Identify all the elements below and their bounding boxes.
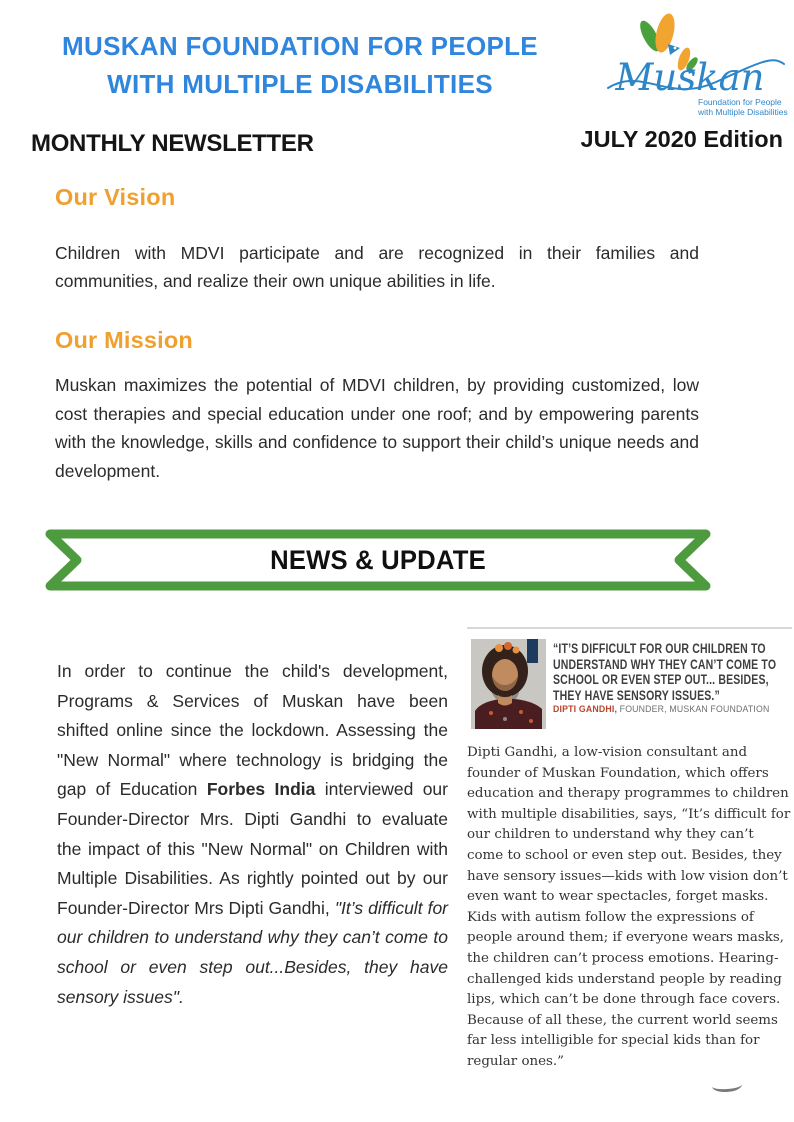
- news-text-2: interviewed our Founder-Director Mrs. Dipti Gandhi to evaluate the impact of this "New Normal" on Children with Multiple Disabilities. As rightly pointed out by our Founder-Director Mrs Dipti Gandhi,: [57, 779, 448, 918]
- mission-body: Muskan maximizes the potential of MDVI children, by providing customized, low cost therapies and special education under one roof; and by empowering parents with the knowledge, skills and confidence to support their child’s unique needs and development.: [55, 375, 699, 481]
- quote-author-title: FOUNDER, MUSKAN FOUNDATION: [617, 704, 770, 715]
- edition-label: JULY 2020 Edition: [580, 126, 783, 152]
- quote-author: DIPTI GANDHI,: [553, 704, 618, 715]
- card-top-rule: [467, 627, 792, 629]
- pull-quote: “IT’S DIFFICULT FOR OUR CHILDREN TO UNDERSTAND WHY THEY CAN’T COME TO SCHOOL OR EVEN STEP OUT... BESIDES, THEY HAVE SENSORY ISSUES.”: [553, 641, 777, 703]
- news-update-banner: NEWS & UPDATE: [270, 544, 486, 575]
- newsletter-label: MONTHLY NEWSLETTER: [31, 130, 314, 157]
- page-curl-mark: [712, 1078, 743, 1093]
- news-text-bold: Forbes India: [206, 779, 316, 800]
- vision-heading: Our Vision: [55, 184, 176, 210]
- logo-tagline-line1: Foundation for People: [698, 97, 782, 107]
- logo-wordmark: Muskan: [615, 56, 765, 99]
- page-title-line1: MUSKAN FOUNDATION FOR PEOPLE: [62, 31, 538, 61]
- bird-icon: [636, 12, 680, 55]
- page-title: [15, 27, 585, 103]
- quote-caption: [553, 704, 794, 715]
- page-title-line2: WITH MULTIPLE DISABILITIES: [107, 69, 493, 99]
- vision-body: Children with MDVI participate and are recognized in their families and communities, and realize their own unique abilities in life.: [55, 243, 699, 291]
- mission-heading: Our Mission: [55, 327, 193, 353]
- founder-photo: [471, 639, 546, 729]
- news-paragraph: [57, 657, 448, 1012]
- logo-tagline-line2: with Multiple Disabilities: [698, 107, 788, 117]
- article-body: Dipti Gandhi, a low-vision consultant and founder of Muskan Foundation, which offers education and therapy programmes to children with multiple disabilities, says, “It’s difficult for our children to understand why they can’t come to school or even step out. Besides, they have sensory issues—kids with low vision don’t even want to wear spectacles, forget masks. Kids with autism follow the expressions of people around them; if everyone wears masks, the children can’t process emotions. Hearing-challenged kids understand people by reading lips, which can’t be done through face covers. Because of all these, the current world seems far less intelligible for special kids than for regular ones.”: [467, 745, 791, 1069]
- news-text-1: In order to continue the child's development, Programs & Services of Muskan have been shifted online since the lockdown. Assessing the "New Normal" where technology is bridging the gap of Education: [57, 661, 448, 800]
- muskan-logo: [598, 8, 792, 120]
- news-text-quote: "It’s difficult for our children to understand why they can’t come to school or even step out...Besides, they have sensory issues".: [57, 897, 449, 1007]
